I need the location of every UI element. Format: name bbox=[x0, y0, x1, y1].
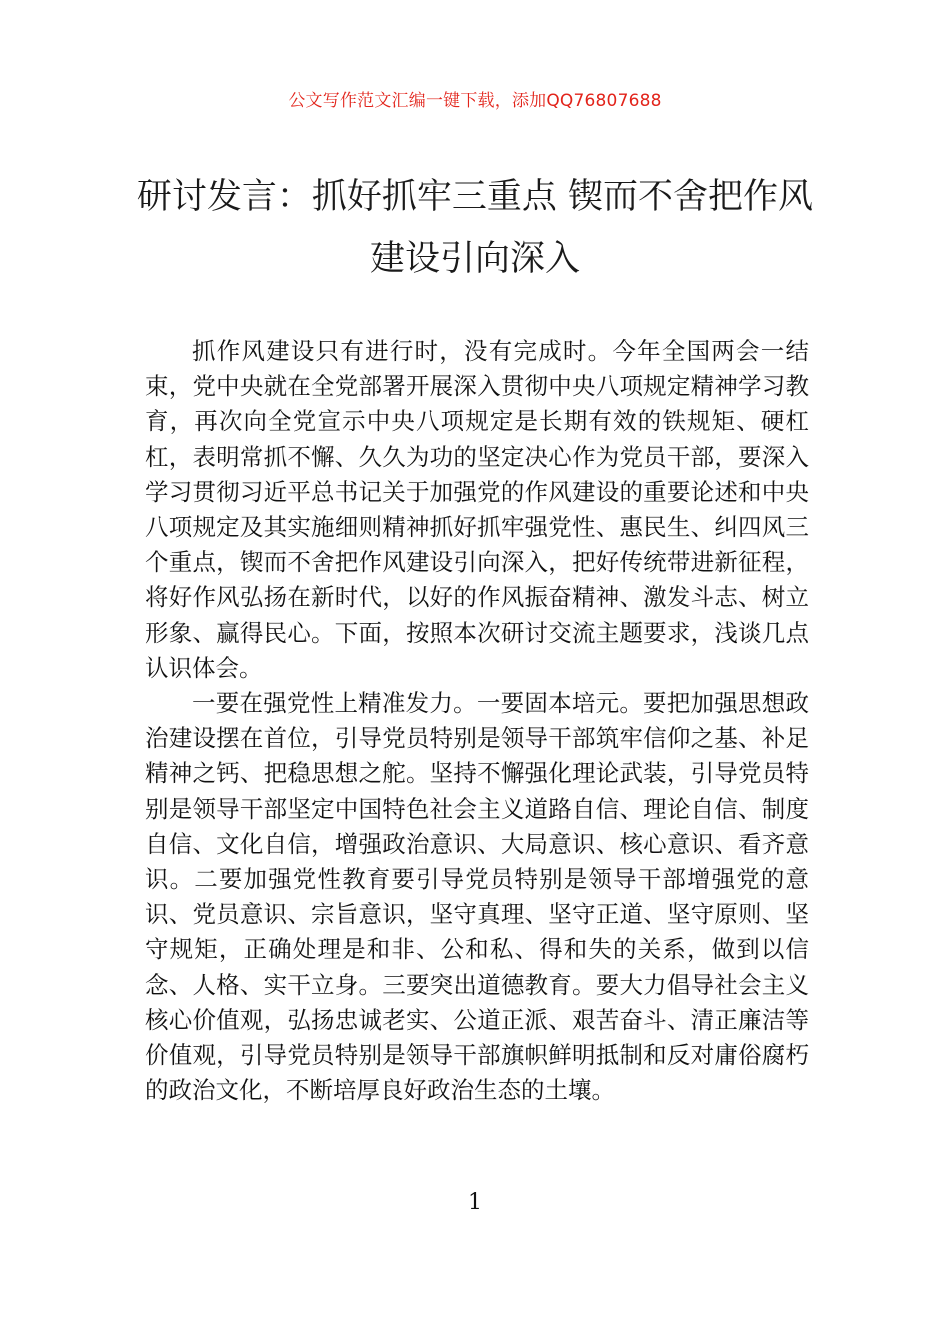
page-number: 1 bbox=[468, 1190, 482, 1215]
document-title: 研讨发言：抓好抓牢三重点 锲而不舍把作风建设引向深入 bbox=[136, 177, 814, 279]
promo-header: 公文写作范文汇编一键下载，添加QQ76807688 bbox=[288, 91, 662, 111]
document-body bbox=[145, 334, 809, 1108]
paragraph-intro: 抓作风建设只有进行时，没有完成时。今年全国两会一结束，党中央就在全党部署开展深入贯彻中央八项规定精神学习教育，再次向全党宣示中央八项规定是长期有效的铁规矩、硬杠杠，表明常抓不懈、久久为功的坚定决心作为党员干部，要深入学习贯彻习近平总书记关于加强党的作风建设的重要论述和中央八项规定及其实施细则精神抓好抓牢强党性、惠民生、纠四风三个重点，锲而不舍把作风建设引向深入，把好传统带进新征程，将好作风弘扬在新时代，以好的作风振奋精神、激发斗志、树立形象、赢得民心。下面，按照本次研讨交流主题要求，浅谈几点认识体会。 bbox=[145, 337, 809, 682]
paragraph-party-spirit: 一要在强党性上精准发力。一要固本培元。要把加强思想政治建设摆在首位，引导党员特别是领导干部筑牢信仰之基、补足精神之钙、把稳思想之舵。坚持不懈强化理论武装，引导党员特别是领导干部坚定中国特色社会主义道路自信、理论自信、制度自信、文化自信，增强政治意识、大局意识、核心意识、看齐意识。二要加强党性教育要引导党员特别是领导干部增强党的意识、党员意识、宗旨意识，坚守真理、坚守正道、坚守原则、坚守规矩，正确处理是和非、公和私、得和失的关系，做到以信念、人格、实干立身。三要突出道德教育。要大力倡导社会主义核心价值观，弘扬忠诚老实、公道正派、艰苦奋斗、清正廉洁等价值观，引导党员特别是领导干部旗帜鲜明抵制和反对庸俗腐朽的政治文化，不断培厚良好政治生态的土壤。 bbox=[145, 689, 809, 1105]
